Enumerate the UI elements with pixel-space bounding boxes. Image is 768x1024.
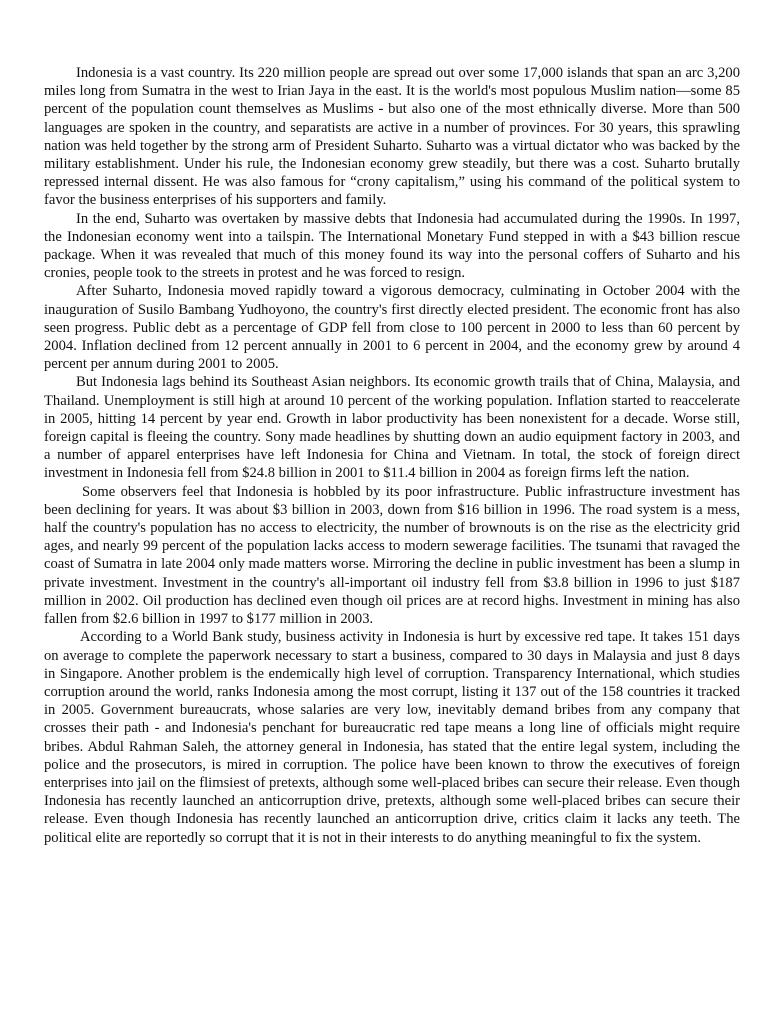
document-body xyxy=(44,64,740,847)
paragraph-intro: Indonesia is a vast country. Its 220 million people are spread out over some 17,000 islands that span an arc 3,200 miles long from Sumatra in the west to Irian Jaya in the east. It is the world's most populous Muslim nation—some 85 percent of the population count themselves as Muslims - but also one of the most ethnically diverse. More than 500 languages are spoken in the country, and separatists are active in a number of provinces. For 30 years, this sprawling nation was held together by the strong arm of President Suharto. Suharto was a virtual dictator who was backed by the military establishment. Under his rule, the Indonesian economy grew steadily, but there was a cost. Suharto brutally repressed internal dissent. He was also famous for “crony capitalism,” using his command of the political system to favor the business enterprises of his supporters and family. xyxy=(44,65,740,209)
paragraph-lags-behind: But Indonesia lags behind its Southeast Asian neighbors. Its economic growth trails that of China, Malaysia, and Thailand. Unemployment is still high at around 10 percent of the working population. Inflation started to reaccelerate in 2005, hitting 14 percent by year end. Growth in labor productivity has been nonexistent for a decade. Worse still, foreign capital is fleeing the country. Sony made headlines by shutting down an audio equipment factory in 2003, and a number of apparel enterprises have left Indonesia for China and Vietnam. In total, the stock of foreign direct investment in Indonesia fell from $24.8 billion in 2001 to $11.4 billion in 2004 as foreign firms left the nation. xyxy=(44,374,740,482)
paragraph-infrastructure: Some observers feel that Indonesia is hobbled by its poor infrastructure. Public infrastructure investment has been declining for years. It was about $3 billion in 2003, down from $16 billion in 1996. The road system is a mess, half the country's population has no access to electricity, the number of brownouts is on the rise as the electricity grid ages, and nearly 99 percent of the population lacks access to modern sewerage facilities. The tsunami that ravaged the coast of Sumatra in late 2004 only made matters worse. Mirroring the decline in public investment has been a slump in private investment. Investment in the country's all-important oil industry fell from $3.8 billion in 1996 to just $187 million in 2002. Oil production has declined even though oil prices are at record highs. Investment in mining has also fallen from $2.6 billion in 1997 to $177 million in 2003. xyxy=(44,483,740,628)
paragraph-suharto-debts: In the end, Suharto was overtaken by massive debts that Indonesia had accumulated during the 1990s. In 1997, the Indonesian economy went into a tailspin. The International Monetary Fund stepped in with a $43 billion rescue package. When it was revealed that much of this money found its way into the personal coffers of Suharto and his cronies, people took to the streets in protest and he was forced to resign. xyxy=(44,210,740,282)
paragraph-red-tape-corruption: According to a World Bank study, business activity in Indonesia is hurt by excessive red tape. It takes 151 days on average to complete the paperwork necessary to start a business, compared to 30 days in Malaysia and just 8 days in Singapore. Another problem is the endemically high level of corruption. Transparency International, which studies corruption around the world, ranks Indonesia among the most corrupt, listing it 137 out of the 158 countries it tracked in 2005. Government bureaucrats, whose salaries are very low, inevitably demand bribes from any company that crosses their path - and Indonesia's penchant for bureaucratic red tape means a long line of officials might require bribes. Abdul Rahman Saleh, the attorney general in Indonesia, has stated that the entire legal system, including the police and the prosecutors, is mired in corruption. The police have been known to throw the executives of foreign enterprises into jail on the flimsiest of pretexts, although some well-placed bribes can secure their release. Even though Indonesia has recently launched an anticorruption drive, pretexts, although some well-placed bribes can secure their release. Even though Indonesia has recently launched an anticorruption drive, critics claim it lacks any teeth. The political elite are reportedly so corrupt that it is not in their interests to do anything meaningful to fix the system. xyxy=(44,629,740,846)
paragraph-democracy: After Suharto, Indonesia moved rapidly toward a vigorous democracy, culminating in October 2004 with the inauguration of Susilo Bambang Yudhoyono, the country's first directly elected president. The economic front has also seen progress. Public debt as a percentage of GDP fell from close to 100 percent in 2000 to less than 60 percent by 2004. Inflation declined from 12 percent annually in 2001 to 6 percent in 2004, and the economy grew by around 4 percent per annum during 2001 to 2005. xyxy=(44,283,740,373)
